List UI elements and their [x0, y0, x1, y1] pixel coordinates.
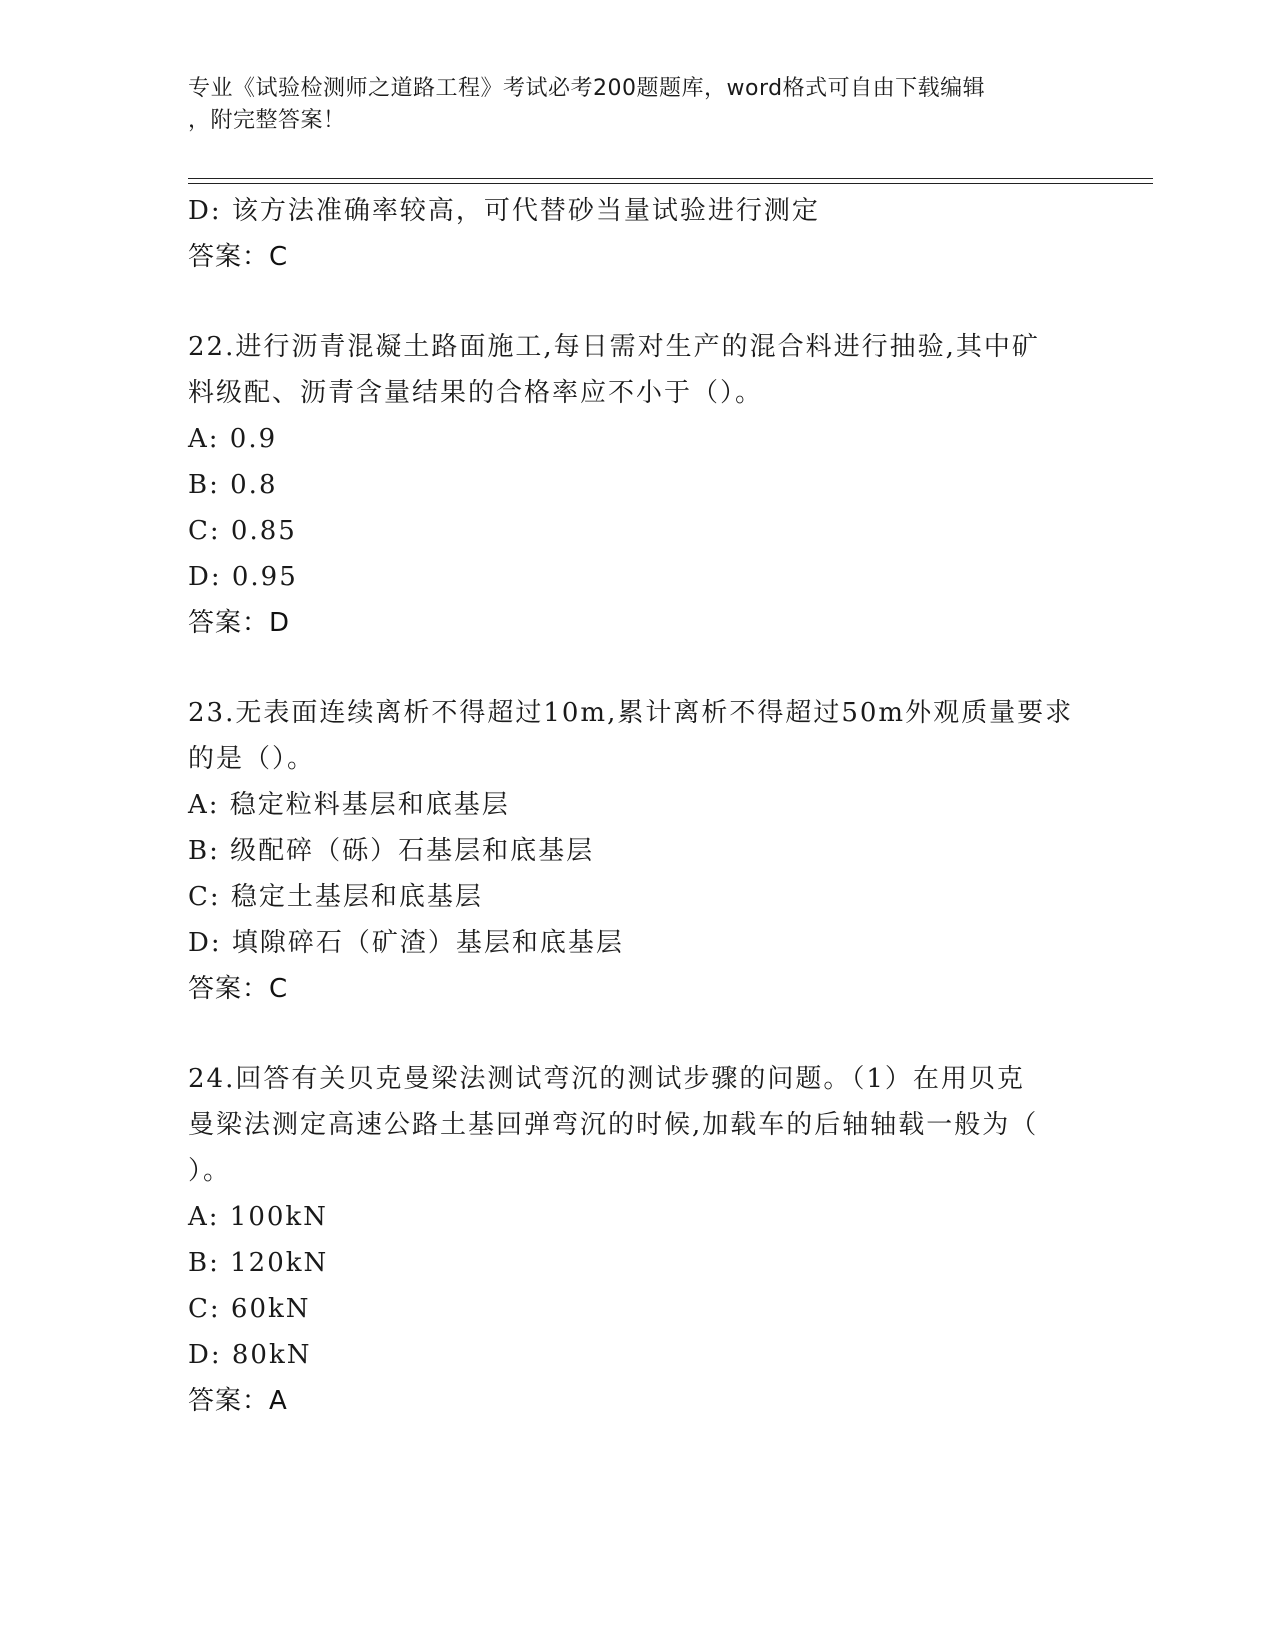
answer-line: 答案：A: [188, 1386, 288, 1416]
header-divider-bottom: [188, 183, 1153, 184]
header-line-1: 专业《试验检测师之道路工程》考试必考200题题库，word格式可自由下载编辑: [188, 76, 986, 101]
question-stem-line: 23.无表面连续离析不得超过10m,累计离析不得超过50m外观质量要求: [188, 698, 1074, 728]
spacer: [188, 280, 1088, 324]
option-c: C: 0.85: [188, 516, 297, 546]
question-23: [188, 690, 1088, 1012]
option-d: D: 填隙碎石（矿渣）基层和底基层: [188, 928, 624, 958]
spacer: [188, 646, 1088, 690]
question-24: [188, 1056, 1088, 1424]
option-a: A: 稳定粒料基层和底基层: [188, 790, 510, 820]
option-d: D: 0.95: [188, 562, 298, 592]
option-b: B: 级配碎（砾）石基层和底基层: [188, 836, 595, 866]
question-stem-line: 料级配、沥青含量结果的合格率应不小于（）。: [188, 378, 764, 408]
option-c: C: 稳定土基层和底基层: [188, 882, 483, 912]
option-b: B: 120kN: [188, 1248, 329, 1278]
answer-line: 答案：C: [188, 242, 289, 272]
page-header: [188, 73, 1088, 137]
answer-line: 答案：C: [188, 974, 289, 1004]
option-d: D: 该方法准确率较高，可代替砂当量试验进行测定: [188, 196, 820, 226]
spacer: [188, 1012, 1088, 1056]
document-body: [188, 188, 1088, 1424]
option-b: B: 0.8: [188, 470, 278, 500]
header-divider-top: [188, 178, 1153, 179]
question-21-tail: [188, 188, 1088, 280]
question-stem-line: 曼梁法测定高速公路土基回弹弯沉的时候,加载车的后轴轴载一般为（: [188, 1110, 1039, 1140]
question-stem-line: 24.回答有关贝克曼梁法测试弯沉的测试步骤的问题。（1）在用贝克: [188, 1064, 1025, 1094]
question-stem-line: 22.进行沥青混凝土路面施工,每日需对生产的混合料进行抽验,其中矿: [188, 332, 1040, 362]
question-22: [188, 324, 1088, 646]
answer-line: 答案：D: [188, 608, 291, 638]
header-line-2: ，附完整答案！: [188, 108, 346, 133]
option-d: D: 80kN: [188, 1340, 312, 1370]
option-a: A: 0.9: [188, 424, 278, 454]
question-stem-line: ）。: [188, 1156, 232, 1186]
option-a: A: 100kN: [188, 1202, 328, 1232]
option-c: C: 60kN: [188, 1294, 311, 1324]
question-stem-line: 的是（）。: [188, 744, 316, 774]
